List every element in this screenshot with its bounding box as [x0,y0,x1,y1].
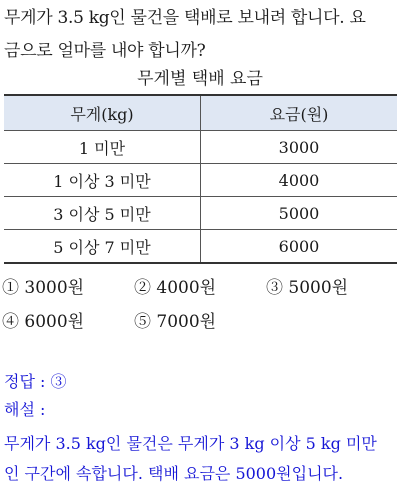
choice-2[interactable]: ② 4000원 [134,278,217,298]
solution-block [4,368,400,488]
answer-line: 정답 : ③ [4,372,67,391]
table-row [4,131,397,164]
explanation-label: 해설 : [4,400,46,419]
table-title: 무게별 택배 요금 [137,69,263,89]
weight-cell: 1 이상 3 미만 [4,164,201,197]
choice-4[interactable]: ④ 6000원 [2,312,85,332]
explanation-line-1: 무게가 3.5 kg인 물건은 무게가 3 kg 이상 5 kg 미만 [4,434,377,453]
table-header-row [4,95,397,131]
table-row [4,197,397,230]
weight-cell: 1 미만 [4,131,201,164]
table-row [4,230,397,264]
fee-cell: 5000 [201,197,398,230]
choice-3[interactable]: ③ 5000원 [266,278,349,298]
rate-table [4,94,397,264]
question-text [4,2,398,68]
weight-cell: 3 이상 5 미만 [4,197,201,230]
choice-1[interactable]: ① 3000원 [2,278,85,298]
table-row [4,164,397,197]
header-weight: 무게(kg) [4,95,201,131]
weight-cell: 5 이상 7 미만 [4,230,201,264]
fee-cell: 6000 [201,230,398,264]
header-fee: 요금(원) [201,95,398,131]
fee-cell: 4000 [201,164,398,197]
choice-5[interactable]: ⑤ 7000원 [134,312,217,332]
explanation-line-2: 인 구간에 속합니다. 택배 요금은 5000원입니다. [4,464,344,483]
question-line-1: 무게가 3.5 kg인 물건을 택배로 보내려 합니다. 요 [4,8,366,28]
question-line-2: 금으로 얼마를 내야 합니까? [4,41,206,61]
fee-cell: 3000 [201,131,398,164]
